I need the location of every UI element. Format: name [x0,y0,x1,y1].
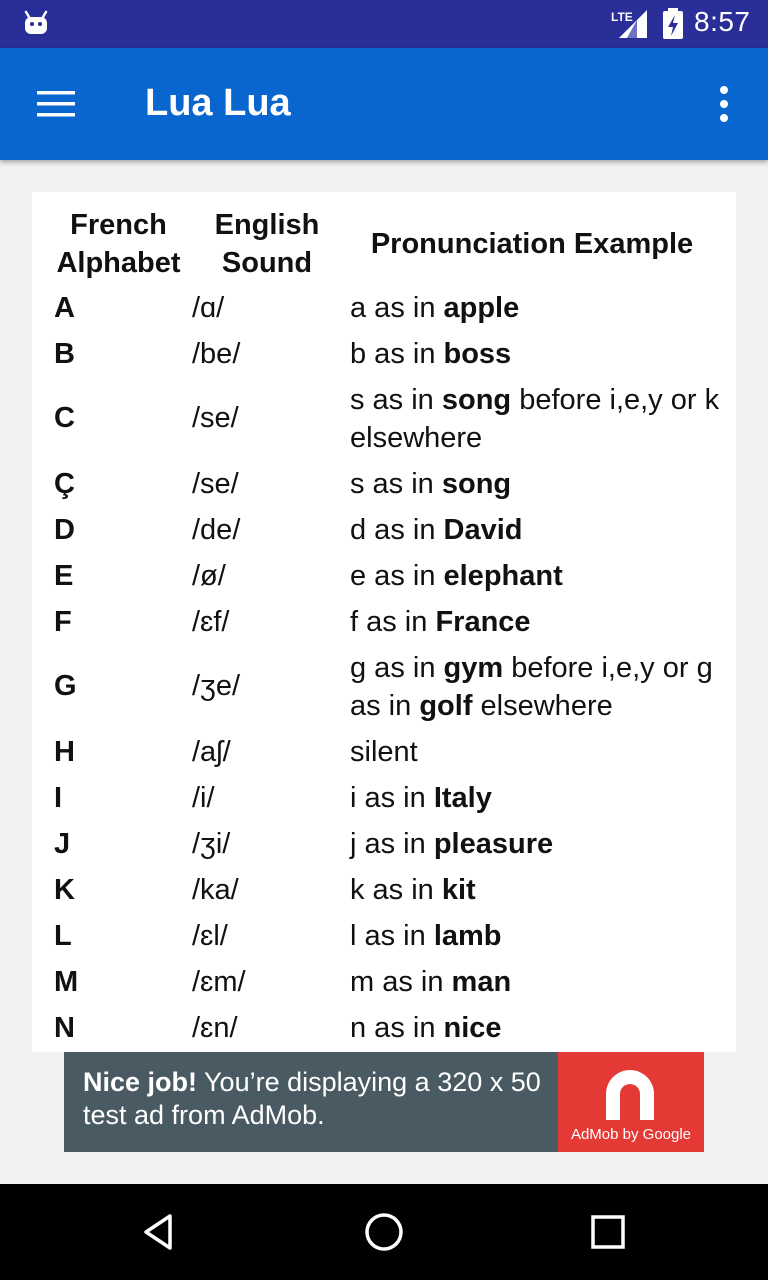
letter-cell: H [54,736,75,768]
admob-logo-box [558,1052,704,1152]
system-navigation-bar [0,1184,768,1280]
letter-cell: I [54,782,63,814]
example-cell [350,603,725,641]
example-word: apple [443,292,520,324]
sound-cell: /ɛl/ [192,920,228,952]
ad-text [83,1066,563,1132]
example-text: d as in [350,514,444,546]
example-word: boss [443,338,512,370]
example-cell [350,465,725,503]
header-french-alphabet-line1: French [70,209,167,241]
sound-cell: /se/ [192,402,239,434]
letter-cell: M [54,966,79,998]
sound-cell: /be/ [192,338,241,370]
example-word: lamb [433,920,502,952]
header-french-alphabet [46,206,191,282]
letter-cell: N [54,1012,75,1044]
letter-cell: E [54,560,74,592]
example-text: s as in [350,384,442,416]
letter-cell: F [54,606,72,638]
sound-cell: /ɛm/ [192,966,246,998]
example-text: silent [350,736,418,768]
header-english-sound-line1: English [214,209,320,241]
ad-bold-text: Nice job! [83,1067,198,1097]
example-text: f as in [350,606,436,638]
example-cell [350,335,725,373]
sound-cell: /ʒe/ [192,670,241,702]
home-icon[interactable] [360,1208,408,1256]
lte-label: LTE [611,10,633,24]
example-word: pleasure [433,828,554,860]
example-cell [350,557,725,595]
example-cell [350,733,725,771]
app-title: Lua Lua [145,82,291,124]
example-cell [350,511,725,549]
sound-cell: /de/ [192,514,241,546]
alphabet-table [32,192,736,1052]
letter-cell: B [54,338,75,370]
example-text: j as in [350,828,434,860]
sound-cell: /ʒi/ [192,828,231,860]
header-french-alphabet-line2: Alphabet [56,247,181,279]
example-text: before i,e,y or k elsewhere [350,384,720,454]
letter-cell: C [54,402,75,434]
letter-cell: J [54,828,71,860]
example-word: song [441,468,512,500]
example-cell [350,917,725,955]
example-text: k as in [350,874,442,906]
letter-cell: L [54,920,72,952]
example-text: i as in [350,782,434,814]
letter-cell: Ç [54,468,75,500]
example-word: kit [441,874,476,906]
example-word: song [441,384,512,416]
example-cell [350,649,725,725]
sound-cell: /ø/ [192,560,226,592]
overflow-menu-icon[interactable] [704,80,744,128]
header-english-sound [202,206,332,282]
example-text: n as in [350,1012,444,1044]
android-debug-icon [22,9,50,37]
battery-charging-icon [661,8,685,40]
example-word: David [443,514,523,546]
example-word: elephant [443,560,563,592]
example-cell [350,1009,725,1047]
example-word: nice [443,1012,502,1044]
example-text: s as in [350,468,442,500]
letter-cell: A [54,292,75,324]
example-text: elsewhere [472,690,613,722]
example-text: m as in [350,966,452,998]
example-text: a as in [350,292,444,324]
sound-cell: /aʃ/ [192,736,231,768]
example-cell [350,871,725,909]
status-time: 8:57 [694,6,751,37]
example-cell [350,825,725,863]
example-text: l as in [350,920,434,952]
example-word: gym [443,652,504,684]
example-text: e as in [350,560,444,592]
sound-cell: /i/ [192,782,215,814]
letter-cell: K [54,874,75,906]
example-cell [350,381,725,457]
sound-cell: /ɛf/ [192,606,230,638]
app-bar [0,48,768,160]
letter-cell: D [54,514,75,546]
example-word: France [435,606,531,638]
sound-cell: /ɛn/ [192,1012,238,1044]
example-text: before i,e,y or g as in [350,652,713,722]
ad-body-text: You’re displaying a 320 x 50 test ad from AdMob. [83,1067,541,1130]
example-cell [350,779,725,817]
example-word: golf [419,690,473,722]
example-word: man [451,966,512,998]
example-text: g as in [350,652,444,684]
header-pronunciation-example: Pronunciation Example [370,228,694,260]
admob-test-ad-banner[interactable] [64,1052,704,1152]
sound-cell: /ka/ [192,874,239,906]
example-text: b as in [350,338,444,370]
example-cell [350,289,725,327]
admob-logo-text: AdMob by Google [570,1126,692,1143]
example-word: Italy [433,782,492,814]
admob-logo-icon [598,1062,662,1126]
letter-cell: G [54,670,77,702]
example-cell [350,963,725,1001]
status-bar [0,0,768,48]
header-english-sound-line2: Sound [221,247,313,279]
lte-signal-icon [609,8,649,40]
sound-cell: /se/ [192,468,239,500]
recents-icon[interactable] [584,1208,632,1256]
back-icon[interactable] [136,1208,184,1256]
hamburger-menu-icon[interactable] [28,80,84,128]
sound-cell: /ɑ/ [192,292,225,324]
